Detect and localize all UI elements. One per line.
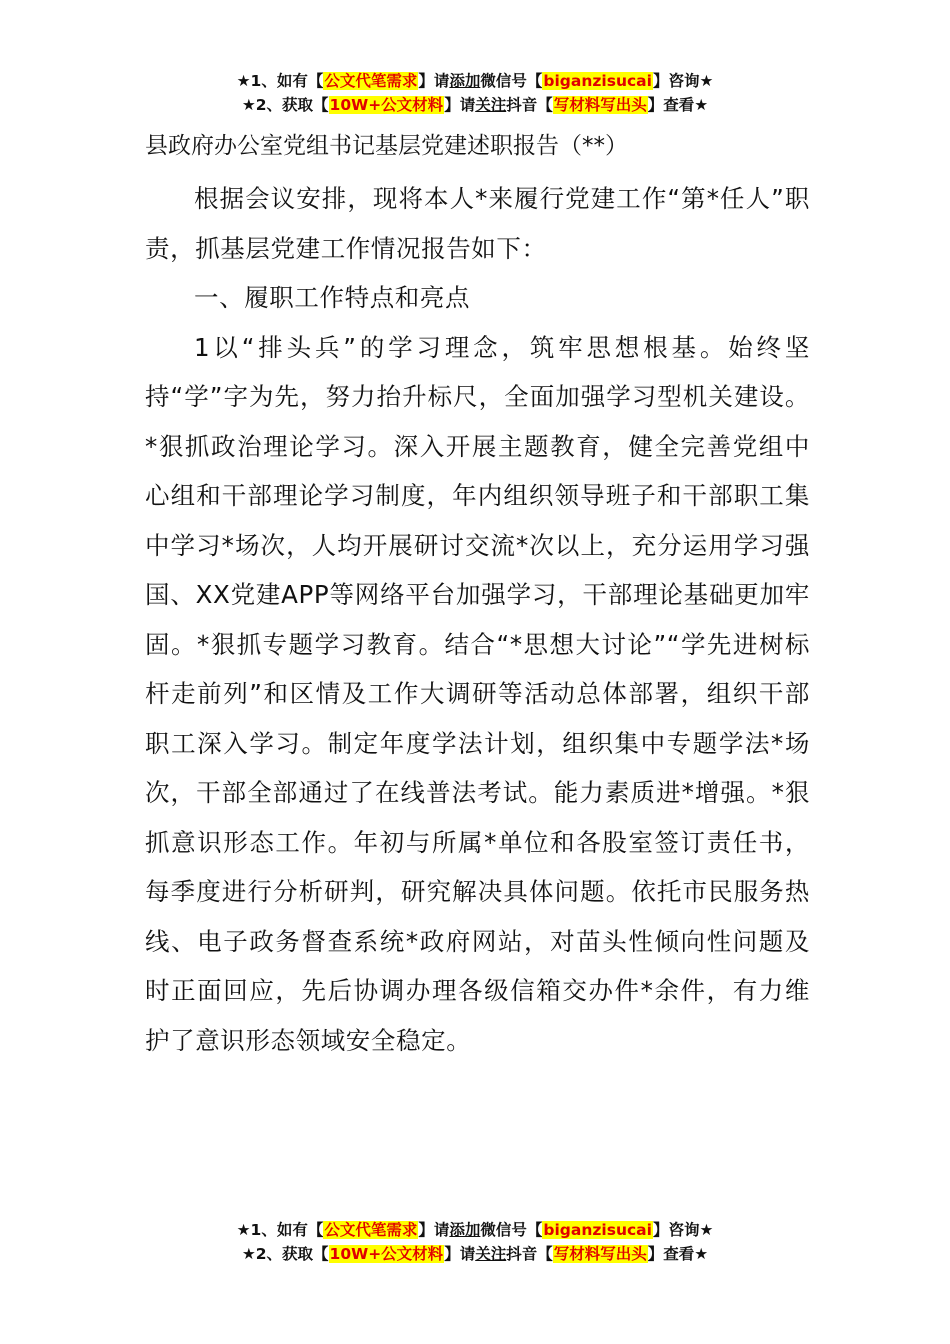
promo-line-1-highlight-service: 公文代笔需求 <box>324 72 418 90</box>
promo-line-2-suffix: 】查看★ <box>647 96 709 114</box>
section-paragraph: 1以“排头兵”的学习理念，筑牢思想根基。始终坚持“学”字为先，努力抬升标尺，全面加强学习型机关建设。*狠抓政治理论学习。深入开展主题教育，健全完善党组中心组和干部理论学习制度，年内组织领导班子和干部职工集中学习*场次，人均开展研讨交流*次以上，充分运用学习强国、XX党建APP等网络平台加强学习，干部理论基础更加牢固。*狠抓专题学习教育。结合“*思想大讨论”“学先进树标杆走前列”和区情及工作大调研等活动总体部署，组织干部职工深入学习。制定年度学法计划，组织集中专题学法*场次，干部全部通过了在线普法考试。能力素质进*增强。*狠抓意识形态工作。年初与所属*单位和各股室签订责任书，每季度进行分析研判，研究解决具体问题。依托市民服务热线、电子政务督查系统*政府网站，对苗头性倾向性问题及时正面回应，先后协调办理各级信箱交办件*余件，有力维护了意识形态领域安全稳定。 <box>145 332 810 1055</box>
promo-line-2-middle-a: 】请 <box>444 1245 476 1263</box>
promo-line-1-emphasis: 添加 <box>449 72 481 90</box>
promo-line-1-middle-b: 微信号【 <box>480 72 543 90</box>
promo-line-2-prefix: ★2、获取【 <box>241 96 329 114</box>
promo-line-1-suffix: 】咨询★ <box>652 72 714 90</box>
section-heading: 一、履职工作特点和亮点 <box>194 283 471 312</box>
promo-line-2 <box>0 93 950 117</box>
promo-line-1-middle-b: 微信号【 <box>480 1221 543 1239</box>
promo-line-2-middle-a: 】请 <box>444 96 476 114</box>
promo-line-1 <box>0 1218 950 1242</box>
promo-line-1-middle-a: 】请 <box>418 1221 450 1239</box>
promo-line-1-highlight-service: 公文代笔需求 <box>324 1221 418 1239</box>
promo-line-1-prefix: ★1、如有【 <box>236 72 324 90</box>
document-title: 县政府办公室党组书记基层党建述职报告（**） <box>145 133 628 159</box>
promo-banner-top <box>0 69 950 117</box>
promo-line-1-emphasis: 添加 <box>449 1221 481 1239</box>
promo-line-2-highlight-douyin: 写材料写出头 <box>553 1245 647 1263</box>
promo-line-2-highlight-materials: 10W+公文材料 <box>329 96 444 114</box>
document-body <box>145 128 810 1065</box>
promo-banner-bottom <box>0 1218 950 1266</box>
promo-line-2-highlight-materials: 10W+公文材料 <box>329 1245 444 1263</box>
promo-line-2-suffix: 】查看★ <box>647 1245 709 1263</box>
promo-line-1-highlight-wechat: biganzisucai <box>543 1221 652 1239</box>
promo-line-1-highlight-wechat: biganzisucai <box>543 72 652 90</box>
promo-line-2-emphasis: 关注 <box>475 1245 507 1263</box>
promo-line-2-middle-b: 抖音【 <box>506 1245 553 1263</box>
promo-line-1 <box>0 69 950 93</box>
promo-line-2-emphasis: 关注 <box>475 96 507 114</box>
intro-paragraph: 根据会议安排，现将本人*来履行党建工作“第*任人”职责，抓基层党建工作情况报告如下： <box>145 184 810 263</box>
promo-line-1-prefix: ★1、如有【 <box>236 1221 324 1239</box>
promo-line-2-prefix: ★2、获取【 <box>241 1245 329 1263</box>
promo-line-2-middle-b: 抖音【 <box>506 96 553 114</box>
promo-line-2-highlight-douyin: 写材料写出头 <box>553 96 647 114</box>
promo-line-1-middle-a: 】请 <box>418 72 450 90</box>
promo-line-1-suffix: 】咨询★ <box>652 1221 714 1239</box>
promo-line-2 <box>0 1242 950 1266</box>
